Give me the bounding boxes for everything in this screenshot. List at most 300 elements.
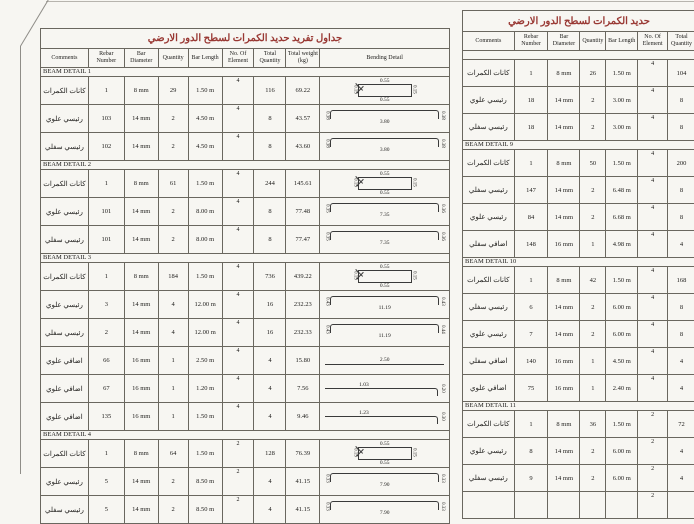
cell-bar-length: 3.00 m — [606, 87, 638, 114]
cell-rebar-number: 3 — [88, 291, 124, 319]
cell-rebar-number: 66 — [88, 347, 124, 375]
cell-bar-length: 1.50 m — [188, 170, 222, 198]
cell-comment — [463, 492, 515, 519]
table-element: 3.80 — [330, 147, 439, 153]
table-element — [41, 431, 450, 440]
table-element — [40, 28, 450, 524]
cell-no-of-element: 4 — [638, 114, 668, 141]
table-row — [463, 150, 694, 177]
cell-total-quantity: 8 — [668, 177, 694, 204]
column-header: Total Quantity — [668, 32, 694, 51]
table-row — [41, 77, 450, 105]
cell-bending — [320, 77, 450, 105]
cell-no-of-element: 4 — [222, 133, 254, 161]
bar-line — [325, 364, 444, 365]
cell-rebar-number: 1 — [88, 440, 124, 468]
table-element: 2.50 — [325, 357, 444, 363]
cell-bar-diameter: 14 mm — [548, 438, 580, 465]
section-label: BEAM DETAIL 10 — [463, 258, 694, 267]
cell-total-quantity: 4 — [668, 375, 694, 402]
section-label: BEAM DETAIL 11 — [463, 402, 694, 411]
cell-quantity: 2 — [158, 198, 188, 226]
cell-bar-length: 6.00 m — [606, 321, 638, 348]
cell-bar-length: 1.50 m — [188, 440, 222, 468]
cell-bar-length: 4.50 m — [188, 133, 222, 161]
table-row — [41, 468, 450, 496]
cell-quantity: 2 — [158, 133, 188, 161]
table-row — [463, 411, 694, 438]
cell-comment: كانات الكمرات — [463, 60, 515, 87]
cell-bar-diameter: 14 mm — [548, 204, 580, 231]
column-header: Total Quantity — [254, 49, 286, 68]
cell-no-of-element: 4 — [222, 347, 254, 375]
table-element: 0.33 — [440, 502, 445, 511]
table-element: 0.55 — [350, 441, 420, 447]
table-row — [463, 267, 694, 294]
cell-bar-length: 1.50 m — [188, 403, 222, 431]
cell-total-quantity: 8 — [254, 198, 286, 226]
bar-line — [325, 388, 438, 396]
cell-bar-diameter: 14 mm — [548, 177, 580, 204]
column-header: Quantity — [580, 32, 606, 51]
hooked-bar-diagram — [322, 322, 447, 344]
cell-rebar-number: 1 — [514, 60, 548, 87]
cell-rebar-number: 103 — [88, 105, 124, 133]
cell-comment: اضافي علوي — [41, 403, 89, 431]
cell-no-of-element: 4 — [222, 226, 254, 254]
cell-total-quantity: 8 — [668, 321, 694, 348]
cell-no-of-element: 4 — [222, 263, 254, 291]
stirrup-diagram — [350, 78, 420, 103]
cell-no-of-element: 4 — [222, 105, 254, 133]
cell-bar-length: 6.00 m — [606, 465, 638, 492]
cell-quantity: 61 — [158, 170, 188, 198]
bar-line — [330, 203, 439, 212]
table-element — [462, 10, 694, 519]
table-element: 0.55 — [350, 190, 420, 196]
section-label: BEAM DETAIL 9 — [463, 141, 694, 150]
table-element — [41, 68, 450, 77]
stirrup-rect — [358, 447, 412, 460]
cell-bar-length: 6.00 m — [606, 438, 638, 465]
hooked-bar-diagram — [322, 294, 447, 316]
table-element — [41, 29, 450, 49]
table-element — [463, 11, 694, 32]
cell-bar-length: 1.50 m — [606, 411, 638, 438]
table-element: 0.38 — [324, 139, 329, 148]
cell-bar-length: 2.50 m — [188, 347, 222, 375]
cell-quantity: 1 — [158, 375, 188, 403]
cell-rebar-number: 2 — [88, 319, 124, 347]
cell-quantity: 2 — [580, 465, 606, 492]
cell-total-weight: 439.22 — [286, 263, 320, 291]
table-row — [41, 319, 450, 347]
cell-bar-length: 8.50 m — [188, 468, 222, 496]
cell-bar-length: 1.50 m — [606, 267, 638, 294]
cell-quantity: 29 — [158, 77, 188, 105]
cell-bar-diameter: 8 mm — [124, 440, 158, 468]
cell-total-quantity: 8 — [668, 87, 694, 114]
cell-comment: رئيسي علوي — [41, 468, 89, 496]
cell-comment: رئيسي علوي — [463, 438, 515, 465]
cell-total-quantity: 168 — [668, 267, 694, 294]
cell-no-of-element: 4 — [638, 231, 668, 258]
cell-comment: رئيسي علوي — [463, 321, 515, 348]
table-row — [463, 60, 694, 87]
table-element: 0.35 — [324, 232, 329, 241]
cell-total-quantity: 16 — [254, 319, 286, 347]
cell-comment: رئيسي سفلي — [463, 465, 515, 492]
cell-bar-length: 8.50 m — [188, 496, 222, 524]
cell-bar-length: 6.68 m — [606, 204, 638, 231]
cell-rebar-number: 1 — [514, 150, 548, 177]
cell-bar-diameter: 8 mm — [548, 60, 580, 87]
cell-rebar-number: 1 — [88, 77, 124, 105]
cell-comment: رئيسي علوي — [463, 87, 515, 114]
cell-bar-length: 1.50 m — [606, 150, 638, 177]
column-header: Quantity — [158, 49, 188, 68]
table-element — [463, 32, 694, 51]
cell-bar-diameter: 14 mm — [124, 105, 158, 133]
hooked-bar-diagram — [322, 201, 447, 223]
cell-total-quantity: 8 — [668, 294, 694, 321]
column-header: Bar Length — [606, 32, 638, 51]
cell-comment: كانات الكمرات — [41, 77, 89, 105]
cell-no-of-element: 4 — [222, 198, 254, 226]
table-element: 0.43 — [324, 325, 329, 334]
cell-bar-length: 1.50 m — [606, 60, 638, 87]
table-row — [463, 348, 694, 375]
cell-total-quantity: 4 — [668, 465, 694, 492]
cell-bar-diameter: 14 mm — [124, 468, 158, 496]
hooked-bar-diagram — [322, 136, 447, 158]
cell-rebar-number: 8 — [514, 438, 548, 465]
table-row — [41, 403, 450, 431]
cell-comment: رئيسي سفلي — [41, 226, 89, 254]
cell-total-quantity: 4 — [668, 231, 694, 258]
cell-quantity: 4 — [158, 291, 188, 319]
cell-comment: اضافي سفلي — [463, 231, 515, 258]
cell-quantity: 26 — [580, 60, 606, 87]
bar-line — [330, 110, 439, 119]
cell-bar-length: 4.98 m — [606, 231, 638, 258]
table-row — [41, 170, 450, 198]
cell-bar-length: 3.00 m — [606, 114, 638, 141]
cell-quantity: 2 — [580, 204, 606, 231]
cell-total-weight: 7.56 — [286, 375, 320, 403]
cell-comment: رئيسي علوي — [463, 204, 515, 231]
table-element: 0.33 — [440, 474, 445, 483]
cell-quantity: 1 — [158, 403, 188, 431]
cell-no-of-element: 4 — [638, 150, 668, 177]
cell-rebar-number: 102 — [88, 133, 124, 161]
table-element: 0.36 — [440, 232, 445, 241]
table-element: 0.30 — [440, 412, 445, 421]
hooked-bar-diagram — [322, 229, 447, 251]
cell-bar-diameter: 14 mm — [124, 319, 158, 347]
table-element: 0.55 — [350, 460, 420, 466]
table-element — [463, 141, 694, 150]
cell-quantity: 2 — [580, 294, 606, 321]
cell-comment: رئيسي علوي — [41, 291, 89, 319]
table-row — [41, 375, 450, 403]
stirrup-diagram — [350, 264, 420, 289]
table-element: 0.33 — [324, 474, 329, 483]
cell-no-of-element: 4 — [638, 204, 668, 231]
cell-rebar-number: 140 — [514, 348, 548, 375]
table-element: 7.90 — [330, 510, 439, 516]
cell-bar-diameter: 14 mm — [124, 496, 158, 524]
column-header: Comments — [463, 32, 515, 51]
cell-total-quantity: 4 — [254, 375, 286, 403]
stirrup-rect — [358, 270, 412, 283]
cell-rebar-number: 5 — [88, 468, 124, 496]
cell-total-weight: 9.46 — [286, 403, 320, 431]
bar-line — [330, 138, 439, 147]
cell-total-quantity: 4 — [254, 468, 286, 496]
cell-bar-length: 4.50 m — [606, 348, 638, 375]
cell-total-quantity: 4 — [254, 347, 286, 375]
cell-no-of-element: 4 — [638, 375, 668, 402]
table-element: 0.15 — [412, 178, 417, 187]
column-header: Bar Length — [188, 49, 222, 68]
cell-total-weight: 232.33 — [286, 319, 320, 347]
table-element: 0.55 — [350, 78, 420, 84]
table-element: 7.90 — [330, 482, 439, 488]
cell-total-quantity: 736 — [254, 263, 286, 291]
column-header: No. Of Element — [222, 49, 254, 68]
hooked-bar-diagram — [322, 499, 447, 521]
cell-bending — [320, 347, 450, 375]
table-row — [463, 375, 694, 402]
cell-bar-diameter: 14 mm — [548, 465, 580, 492]
cell-bar-length: 6.00 m — [606, 294, 638, 321]
cell-total-quantity: 8 — [254, 226, 286, 254]
cell-bar-diameter: 14 mm — [548, 294, 580, 321]
cell-quantity: 2 — [580, 177, 606, 204]
table-row — [41, 105, 450, 133]
cell-total-quantity: 4 — [254, 496, 286, 524]
cell-bending — [320, 468, 450, 496]
table-row — [41, 133, 450, 161]
cell-total-quantity: 16 — [254, 291, 286, 319]
cell-no-of-element: 4 — [638, 348, 668, 375]
cell-bar-diameter: 8 mm — [124, 77, 158, 105]
table-row — [463, 321, 694, 348]
right-hook-bar-diagram — [322, 409, 447, 424]
cell-quantity: 2 — [580, 438, 606, 465]
cell-bending — [320, 105, 450, 133]
cell-bar-length: 6.48 m — [606, 177, 638, 204]
cell-rebar-number: 84 — [514, 204, 548, 231]
cell-comment: رئيسي علوي — [41, 105, 89, 133]
cell-bar-length: 1.20 m — [188, 375, 222, 403]
section-label: BEAM DETAIL 1 — [41, 68, 450, 77]
cell-quantity: 2 — [580, 321, 606, 348]
table-element: 0.38 — [440, 139, 445, 148]
cell-bar-diameter: 16 mm — [124, 347, 158, 375]
table-element: 1.23 — [325, 410, 438, 416]
column-header: Rebar Number — [514, 32, 548, 51]
cell-bar-diameter: 16 mm — [548, 375, 580, 402]
cell-total-weight: 41.15 — [286, 468, 320, 496]
table-element: 0.15 — [412, 448, 417, 457]
cell-comment: كانات الكمرات — [41, 263, 89, 291]
left-rebar-schedule-table — [40, 28, 450, 524]
cell-comment: كانات الكمرات — [463, 411, 515, 438]
cell-rebar-number: 147 — [514, 177, 548, 204]
cell-no-of-element: 2 — [222, 496, 254, 524]
cell-no-of-element: 4 — [638, 60, 668, 87]
cell-bending — [320, 319, 450, 347]
bar-line — [330, 231, 439, 240]
cell-comment: رئيسي سفلي — [463, 177, 515, 204]
cell-quantity: 2 — [158, 468, 188, 496]
cell-rebar-number: 67 — [88, 375, 124, 403]
cell-comment: اضافي سفلي — [463, 348, 515, 375]
cell-quantity: 42 — [580, 267, 606, 294]
cell-bending — [320, 291, 450, 319]
table-element: 0.15 — [353, 85, 358, 94]
column-header: Bar Diameter — [124, 49, 158, 68]
cell-quantity: 1 — [158, 347, 188, 375]
column-header: Comments — [41, 49, 89, 68]
cell-rebar-number: 148 — [514, 231, 548, 258]
table-element: 0.55 — [350, 97, 420, 103]
column-header: Rebar Number — [88, 49, 124, 68]
cell-total-quantity: 8 — [668, 204, 694, 231]
table-element: 0.38 — [324, 111, 329, 120]
cell-bar-diameter: 8 mm — [124, 170, 158, 198]
cell-quantity: 1 — [580, 375, 606, 402]
cell-comment: اضافي علوي — [41, 375, 89, 403]
cell-bar-diameter: 14 mm — [548, 87, 580, 114]
cell-bending — [320, 133, 450, 161]
section-label: BEAM DETAIL 4 — [41, 431, 450, 440]
cell-bar-diameter: 14 mm — [548, 321, 580, 348]
cell-rebar-number: 135 — [88, 403, 124, 431]
stirrup-rect — [358, 84, 412, 97]
cell-total-quantity: 72 — [668, 411, 694, 438]
column-header: Total weight (kg) — [286, 49, 320, 68]
cell-no-of-element: 4 — [222, 403, 254, 431]
table-element: 0.33 — [324, 502, 329, 511]
cell-no-of-element: 4 — [222, 170, 254, 198]
cell-total-quantity: 116 — [254, 77, 286, 105]
cell-rebar-number: 7 — [514, 321, 548, 348]
cell-no-of-element: 4 — [222, 291, 254, 319]
cell-total-quantity: 244 — [254, 170, 286, 198]
cell-quantity: 2 — [158, 226, 188, 254]
table-element: 0.55 — [350, 171, 420, 177]
cell-total-weight: 15.80 — [286, 347, 320, 375]
cell-total-quantity: 128 — [254, 440, 286, 468]
cell-total-weight: 41.15 — [286, 496, 320, 524]
table-row — [41, 291, 450, 319]
cell-bar-length: 1.50 m — [188, 77, 222, 105]
bar-line — [330, 296, 439, 305]
cell-bar-diameter: 16 mm — [124, 375, 158, 403]
cell-total-weight: 77.48 — [286, 198, 320, 226]
cell-bar-diameter: 16 mm — [548, 231, 580, 258]
table-element: 0.55 — [350, 264, 420, 270]
table-element: 0.36 — [440, 204, 445, 213]
table-element — [463, 402, 694, 411]
cell-bar-diameter: 16 mm — [548, 348, 580, 375]
cell-total-weight: 232.23 — [286, 291, 320, 319]
section-label: BEAM DETAIL 3 — [41, 254, 450, 263]
cell-rebar-number: 101 — [88, 226, 124, 254]
cell-comment: رئيسي سفلي — [463, 294, 515, 321]
table-element: 0.15 — [353, 271, 358, 280]
table-element: 0.15 — [353, 448, 358, 457]
cell-bar-length: 12.00 m — [188, 319, 222, 347]
table-element: 0.43 — [324, 297, 329, 306]
table-element: 0.43 — [440, 297, 445, 306]
cell-rebar-number — [514, 492, 548, 519]
cell-no-of-element: 4 — [222, 319, 254, 347]
bar-line — [325, 416, 438, 424]
cell-bending — [320, 496, 450, 524]
table-element: 0.15 — [412, 271, 417, 280]
table-element — [41, 254, 450, 263]
cell-quantity: 2 — [580, 87, 606, 114]
cell-total-weight: 69.22 — [286, 77, 320, 105]
cell-comment: رئيسي سفلي — [463, 114, 515, 141]
cell-no-of-element: 2 — [638, 492, 668, 519]
hooked-bar-diagram — [322, 108, 447, 130]
cell-bending — [320, 403, 450, 431]
table-element: 0.55 — [350, 283, 420, 289]
cell-comment: رئيسي سفلي — [41, 496, 89, 524]
table-element — [463, 258, 694, 267]
cell-quantity: 2 — [158, 105, 188, 133]
bar-line — [330, 501, 439, 510]
table-row — [41, 226, 450, 254]
cell-no-of-element: 2 — [638, 411, 668, 438]
cell-total-quantity: 8 — [668, 114, 694, 141]
cell-quantity: 2 — [158, 496, 188, 524]
cell-rebar-number: 1 — [88, 170, 124, 198]
cell-no-of-element: 4 — [638, 87, 668, 114]
cell-total-quantity: 4 — [668, 348, 694, 375]
stirrup-diagram — [350, 441, 420, 466]
sheet-top-border-line — [46, 1, 694, 2]
cell-total-weight: 43.57 — [286, 105, 320, 133]
cell-no-of-element: 2 — [638, 465, 668, 492]
cell-bar-diameter: 14 mm — [124, 291, 158, 319]
table-row — [463, 231, 694, 258]
cell-comment: رئيسي سفلي — [41, 133, 89, 161]
cell-comment: رئيسي سفلي — [41, 319, 89, 347]
cell-bending — [320, 440, 450, 468]
cell-bar-length: 8.00 m — [188, 226, 222, 254]
cell-comment: رئيسي علوي — [41, 198, 89, 226]
cell-bar-diameter: 14 mm — [124, 226, 158, 254]
table-row — [463, 114, 694, 141]
section-label: BEAM DETAIL 2 — [41, 161, 450, 170]
cell-no-of-element: 4 — [638, 294, 668, 321]
cell-total-quantity: 200 — [668, 150, 694, 177]
cell-bar-diameter: 8 mm — [548, 150, 580, 177]
cell-no-of-element: 4 — [638, 267, 668, 294]
cell-bending — [320, 226, 450, 254]
table-element — [41, 161, 450, 170]
cell-bar-diameter: 8 mm — [124, 263, 158, 291]
cell-quantity: 4 — [158, 319, 188, 347]
cell-bending — [320, 170, 450, 198]
cell-bar-length — [606, 492, 638, 519]
